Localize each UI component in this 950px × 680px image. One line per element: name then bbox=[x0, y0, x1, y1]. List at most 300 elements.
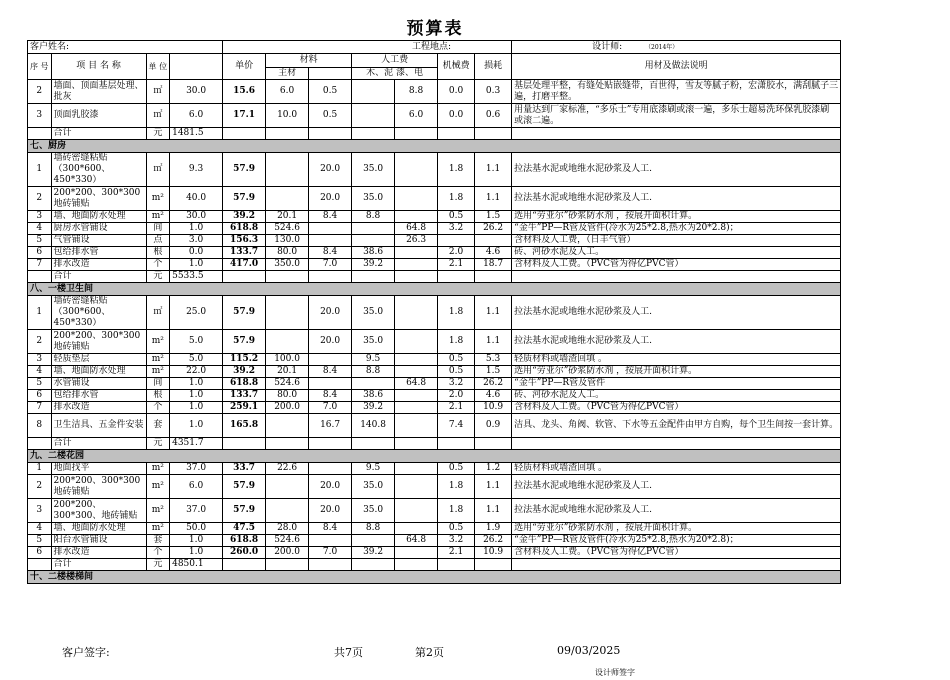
qty-cell: 1.0 bbox=[170, 547, 223, 559]
col-aux-material bbox=[309, 68, 352, 80]
labor-wood-cell: 35.0 bbox=[352, 296, 395, 330]
table-row bbox=[28, 414, 841, 438]
seq-cell: 1 bbox=[28, 463, 52, 475]
empty-cell bbox=[395, 438, 438, 450]
loss-cell: 1.9 bbox=[475, 523, 512, 535]
labor-paint-cell bbox=[395, 366, 438, 378]
labor-paint-cell: 26.3 bbox=[395, 235, 438, 247]
loss-cell: 10.9 bbox=[475, 402, 512, 414]
empty-cell bbox=[438, 271, 475, 283]
machine-cell: 0.5 bbox=[438, 354, 475, 366]
subtotal-value: 1481.5 bbox=[170, 128, 223, 140]
aux-material-cell: 8.4 bbox=[309, 211, 352, 223]
machine-cell: 1.8 bbox=[438, 296, 475, 330]
main-material-cell bbox=[266, 187, 309, 211]
loss-cell: 18.7 bbox=[475, 259, 512, 271]
labor-wood-cell: 8.8 bbox=[352, 523, 395, 535]
seq-cell: 8 bbox=[28, 414, 52, 438]
loss-cell: 26.2 bbox=[475, 378, 512, 390]
machine-cell: 2.0 bbox=[438, 390, 475, 402]
labor-wood-cell bbox=[352, 223, 395, 235]
loss-cell: 1.1 bbox=[475, 499, 512, 523]
qty-cell: 1.0 bbox=[170, 414, 223, 438]
designer-label: 设计师: bbox=[592, 41, 623, 52]
aux-material-cell: 20.0 bbox=[309, 187, 352, 211]
unit-cell: 个 bbox=[146, 402, 170, 414]
labor-paint-cell bbox=[395, 354, 438, 366]
qty-cell: 50.0 bbox=[170, 523, 223, 535]
note-cell: “金牛”PP—R管及管件(冷水为25*2.8,热水为20*2.8)； bbox=[512, 223, 841, 235]
seq-cell: 2 bbox=[28, 330, 52, 354]
aux-material-cell: 16.7 bbox=[309, 414, 352, 438]
seq-cell: 4 bbox=[28, 366, 52, 378]
unit-cell: m² bbox=[146, 366, 170, 378]
qty-cell: 1.0 bbox=[170, 535, 223, 547]
labor-paint-cell bbox=[395, 187, 438, 211]
note-cell: 拉法基水泥或地维水泥砂浆及人工. bbox=[512, 153, 841, 187]
print-date: 09/03/2025 bbox=[557, 644, 621, 657]
subtotal-label: 合计 bbox=[51, 559, 146, 571]
empty-cell bbox=[266, 438, 309, 450]
note-cell: 含材料及人工费。（PVC管为得亿PVC管） bbox=[512, 402, 841, 414]
table-row bbox=[28, 153, 841, 187]
unit-cell: m² bbox=[146, 187, 170, 211]
seq-cell: 3 bbox=[28, 499, 52, 523]
labor-paint-cell bbox=[395, 296, 438, 330]
labor-wood-cell: 38.6 bbox=[352, 390, 395, 402]
subtotal-row bbox=[28, 128, 841, 140]
labor-wood-cell bbox=[352, 535, 395, 547]
labor-wood-cell: 8.8 bbox=[352, 211, 395, 223]
table-row bbox=[28, 211, 841, 223]
year-label: （2014年） bbox=[645, 43, 679, 51]
labor-wood-cell: 35.0 bbox=[352, 187, 395, 211]
qty-cell: 30.0 bbox=[170, 211, 223, 223]
machine-cell: 1.8 bbox=[438, 187, 475, 211]
machine-cell: 0.0 bbox=[438, 80, 475, 104]
main-material-cell bbox=[266, 153, 309, 187]
machine-cell: 0.5 bbox=[438, 523, 475, 535]
item-name: 200*200、300*300地砖铺贴 bbox=[51, 187, 146, 211]
unit-cell: m² bbox=[146, 463, 170, 475]
unit-cell: ㎡ bbox=[146, 153, 170, 187]
unit-cell: 套 bbox=[146, 535, 170, 547]
loss-cell: 1.5 bbox=[475, 366, 512, 378]
qty-cell: 5.0 bbox=[170, 330, 223, 354]
main-material-cell bbox=[266, 475, 309, 499]
seq-cell: 7 bbox=[28, 259, 52, 271]
empty-cell bbox=[352, 559, 395, 571]
empty-cell bbox=[438, 559, 475, 571]
seq-cell bbox=[28, 271, 52, 283]
loss-cell: 1.1 bbox=[475, 330, 512, 354]
seq-cell bbox=[28, 128, 52, 140]
empty-cell bbox=[309, 128, 352, 140]
aux-material-cell: 20.0 bbox=[309, 499, 352, 523]
table-row bbox=[28, 499, 841, 523]
empty-cell bbox=[512, 128, 841, 140]
price-cell: 47.5 bbox=[223, 523, 266, 535]
aux-material-cell: 7.0 bbox=[309, 402, 352, 414]
seq-cell: 7 bbox=[28, 402, 52, 414]
labor-wood-cell bbox=[352, 80, 395, 104]
price-cell: 618.8 bbox=[223, 223, 266, 235]
unit-cell: 根 bbox=[146, 247, 170, 259]
empty-cell bbox=[266, 559, 309, 571]
table-row bbox=[28, 247, 841, 259]
table-row bbox=[28, 402, 841, 414]
main-material-cell: 524.6 bbox=[266, 378, 309, 390]
main-material-cell: 100.0 bbox=[266, 354, 309, 366]
note-cell: 拉法基水泥或地维水泥砂浆及人工. bbox=[512, 499, 841, 523]
qty-cell: 22.0 bbox=[170, 366, 223, 378]
empty-cell bbox=[309, 438, 352, 450]
machine-cell: 1.8 bbox=[438, 499, 475, 523]
subtotal-row bbox=[28, 438, 841, 450]
seq-cell: 6 bbox=[28, 547, 52, 559]
item-name: 水管铺设 bbox=[51, 378, 146, 390]
table-row bbox=[28, 354, 841, 366]
loss-cell bbox=[475, 235, 512, 247]
customer-signature-label: 客户签字: bbox=[62, 646, 110, 659]
machine-cell: 2.1 bbox=[438, 259, 475, 271]
labor-wood-cell: 35.0 bbox=[352, 330, 395, 354]
note-cell: 拉法基水泥或地维水泥砂浆及人工. bbox=[512, 475, 841, 499]
table-row bbox=[28, 296, 841, 330]
empty-cell bbox=[395, 128, 438, 140]
table-row bbox=[28, 535, 841, 547]
item-name: 包给排水管 bbox=[51, 390, 146, 402]
aux-material-cell: 7.0 bbox=[309, 259, 352, 271]
item-name: 气管铺设 bbox=[51, 235, 146, 247]
unit-cell: ㎡ bbox=[146, 296, 170, 330]
item-name: 200*200、300*300地砖铺贴 bbox=[51, 330, 146, 354]
main-material-cell: 80.0 bbox=[266, 390, 309, 402]
labor-wood-cell: 8.8 bbox=[352, 366, 395, 378]
seq-cell: 1 bbox=[28, 296, 52, 330]
seq-cell: 1 bbox=[28, 153, 52, 187]
section-title: 七、厨房 bbox=[28, 140, 841, 153]
col-note: 用材及做法说明 bbox=[512, 54, 841, 80]
labor-paint-cell bbox=[395, 475, 438, 499]
main-material-cell: 28.0 bbox=[266, 523, 309, 535]
budget-table bbox=[27, 40, 841, 584]
section-title: 十、二楼楼梯间 bbox=[28, 571, 841, 584]
qty-cell: 37.0 bbox=[170, 499, 223, 523]
unit-cell: 个 bbox=[146, 259, 170, 271]
note-cell: 轻质材料或墙渣回填 。 bbox=[512, 354, 841, 366]
labor-wood-cell: 9.5 bbox=[352, 354, 395, 366]
empty-cell bbox=[438, 438, 475, 450]
col-item: 项 目 名 称 bbox=[51, 54, 146, 80]
main-material-cell: 6.0 bbox=[266, 80, 309, 104]
item-name: 墙面、顶面基层处理、批灰 bbox=[51, 80, 146, 104]
empty-cell bbox=[512, 559, 841, 571]
seq-cell: 5 bbox=[28, 378, 52, 390]
main-material-cell: 130.0 bbox=[266, 235, 309, 247]
empty-cell bbox=[475, 271, 512, 283]
unit-cell: 元 bbox=[146, 128, 170, 140]
labor-paint-cell: 8.8 bbox=[395, 80, 438, 104]
main-material-cell: 524.6 bbox=[266, 535, 309, 547]
main-material-cell bbox=[266, 414, 309, 438]
machine-cell: 2.0 bbox=[438, 247, 475, 259]
seq-cell: 5 bbox=[28, 235, 52, 247]
empty-cell bbox=[395, 271, 438, 283]
qty-cell: 1.0 bbox=[170, 390, 223, 402]
price-cell: 57.9 bbox=[223, 475, 266, 499]
note-cell: 拉法基水泥或地维水泥砂浆及人工. bbox=[512, 296, 841, 330]
seq-cell: 2 bbox=[28, 187, 52, 211]
item-name: 卫生洁具、五金件安装 bbox=[51, 414, 146, 438]
machine-cell: 2.1 bbox=[438, 402, 475, 414]
item-name: 顶面乳胶漆 bbox=[51, 104, 146, 128]
price-cell: 17.1 bbox=[223, 104, 266, 128]
main-material-cell: 350.0 bbox=[266, 259, 309, 271]
empty-cell bbox=[395, 559, 438, 571]
qty-cell: 37.0 bbox=[170, 463, 223, 475]
note-cell: “金牛”PP—R管及管件 bbox=[512, 378, 841, 390]
subtotal-label: 合计 bbox=[51, 438, 146, 450]
table-row bbox=[28, 223, 841, 235]
machine-cell bbox=[438, 235, 475, 247]
loss-cell: 1.2 bbox=[475, 463, 512, 475]
note-cell: 洁具、龙头、角阀、软管、下水等五金配件由甲方自购，每个卫生间按一套计算。 bbox=[512, 414, 841, 438]
labor-wood-cell: 9.5 bbox=[352, 463, 395, 475]
aux-material-cell: 8.4 bbox=[309, 390, 352, 402]
empty-cell bbox=[475, 438, 512, 450]
labor-wood-cell: 39.2 bbox=[352, 402, 395, 414]
item-name: 轻质垫层 bbox=[51, 354, 146, 366]
item-name: 阳台水管铺设 bbox=[51, 535, 146, 547]
col-labor: 人工费 bbox=[352, 54, 438, 68]
seq-cell: 4 bbox=[28, 523, 52, 535]
unit-cell: 根 bbox=[146, 390, 170, 402]
empty-cell bbox=[223, 559, 266, 571]
unit-cell: 元 bbox=[146, 438, 170, 450]
empty-cell bbox=[223, 271, 266, 283]
section-title: 八、一楼卫生间 bbox=[28, 283, 841, 296]
section-row bbox=[28, 140, 841, 153]
qty-cell: 1.0 bbox=[170, 259, 223, 271]
table-row bbox=[28, 80, 841, 104]
note-cell: 含材料及人工费。（PVC管为得亿PVC管） bbox=[512, 259, 841, 271]
subtotal-row bbox=[28, 271, 841, 283]
item-name: 地面找平 bbox=[51, 463, 146, 475]
price-cell: 417.0 bbox=[223, 259, 266, 271]
aux-material-cell bbox=[309, 535, 352, 547]
unit-cell: 套 bbox=[146, 414, 170, 438]
note-cell: 选用“劳亚尔”砂浆防水剂 ，按展开面积计算。 bbox=[512, 211, 841, 223]
labor-wood-cell: 38.6 bbox=[352, 247, 395, 259]
price-cell: 57.9 bbox=[223, 330, 266, 354]
loss-cell: 10.9 bbox=[475, 547, 512, 559]
aux-material-cell bbox=[309, 223, 352, 235]
labor-wood-cell: 39.2 bbox=[352, 547, 395, 559]
machine-cell: 0.5 bbox=[438, 211, 475, 223]
item-name: 厨房水管铺设 bbox=[51, 223, 146, 235]
price-cell: 33.7 bbox=[223, 463, 266, 475]
empty-cell bbox=[352, 271, 395, 283]
price-cell: 260.0 bbox=[223, 547, 266, 559]
note-cell: 轻质材料或墙渣回填 。 bbox=[512, 463, 841, 475]
col-main-material: 主材 bbox=[266, 68, 309, 80]
machine-cell: 1.8 bbox=[438, 475, 475, 499]
table-row bbox=[28, 475, 841, 499]
empty-cell bbox=[475, 128, 512, 140]
col-labor-sub: 木、泥 漆、电 bbox=[352, 68, 438, 80]
qty-cell: 6.0 bbox=[170, 104, 223, 128]
main-material-cell: 200.0 bbox=[266, 547, 309, 559]
unit-cell: ㎡ bbox=[146, 80, 170, 104]
qty-cell: 0.0 bbox=[170, 247, 223, 259]
aux-material-cell: 20.0 bbox=[309, 153, 352, 187]
aux-material-cell: 20.0 bbox=[309, 330, 352, 354]
main-material-cell: 20.1 bbox=[266, 366, 309, 378]
machine-cell: 1.8 bbox=[438, 330, 475, 354]
item-name: 200*200、300*300、地砖铺贴 bbox=[51, 499, 146, 523]
subtotal-label: 合计 bbox=[51, 128, 146, 140]
qty-cell: 1.0 bbox=[170, 378, 223, 390]
unit-cell: m² bbox=[146, 499, 170, 523]
aux-material-cell bbox=[309, 463, 352, 475]
unit-cell: m² bbox=[146, 354, 170, 366]
note-cell: 选用“劳亚尔”砂浆防水剂 ，按展开面积计算。 bbox=[512, 366, 841, 378]
main-material-cell: 22.6 bbox=[266, 463, 309, 475]
aux-material-cell: 0.5 bbox=[309, 80, 352, 104]
labor-paint-cell bbox=[395, 523, 438, 535]
labor-paint-cell bbox=[395, 330, 438, 354]
empty-cell bbox=[352, 128, 395, 140]
col-machine: 机械费 bbox=[438, 54, 475, 80]
table-row bbox=[28, 104, 841, 128]
aux-material-cell: 20.0 bbox=[309, 296, 352, 330]
loss-cell: 1.1 bbox=[475, 153, 512, 187]
item-name: 墙、地面防水处理 bbox=[51, 366, 146, 378]
site-label: 工程地点: bbox=[223, 41, 512, 54]
price-cell: 57.9 bbox=[223, 153, 266, 187]
main-material-cell: 80.0 bbox=[266, 247, 309, 259]
empty-cell bbox=[352, 438, 395, 450]
note-cell: 拉法基水泥或地维水泥砂浆及人工. bbox=[512, 330, 841, 354]
item-name: 排水改造 bbox=[51, 402, 146, 414]
seq-cell: 2 bbox=[28, 80, 52, 104]
empty-cell bbox=[266, 128, 309, 140]
main-material-cell: 10.0 bbox=[266, 104, 309, 128]
labor-paint-cell bbox=[395, 547, 438, 559]
empty-cell bbox=[223, 128, 266, 140]
designer-cell bbox=[512, 41, 841, 54]
item-name: 200*200、300*300地砖铺贴 bbox=[51, 475, 146, 499]
seq-cell: 3 bbox=[28, 211, 52, 223]
page-number: 第2页 bbox=[415, 646, 444, 659]
note-cell: 含材料及人工费。（PVC管为得亿PVC管） bbox=[512, 547, 841, 559]
seq-cell: 4 bbox=[28, 223, 52, 235]
main-material-cell: 524.6 bbox=[266, 223, 309, 235]
col-qty bbox=[170, 54, 223, 80]
unit-cell: m² bbox=[146, 475, 170, 499]
price-cell: 618.8 bbox=[223, 535, 266, 547]
labor-wood-cell: 35.0 bbox=[352, 153, 395, 187]
machine-cell: 1.8 bbox=[438, 153, 475, 187]
table-row bbox=[28, 390, 841, 402]
loss-cell: 1.5 bbox=[475, 211, 512, 223]
empty-cell bbox=[266, 271, 309, 283]
loss-cell: 26.2 bbox=[475, 223, 512, 235]
loss-cell: 0.9 bbox=[475, 414, 512, 438]
table-row bbox=[28, 523, 841, 535]
labor-paint-cell bbox=[395, 211, 438, 223]
price-cell: 259.1 bbox=[223, 402, 266, 414]
labor-paint-cell: 64.8 bbox=[395, 378, 438, 390]
qty-cell: 1.0 bbox=[170, 402, 223, 414]
machine-cell: 3.2 bbox=[438, 378, 475, 390]
page-title: 预算表 bbox=[406, 19, 464, 39]
unit-cell: m² bbox=[146, 211, 170, 223]
labor-wood-cell bbox=[352, 235, 395, 247]
qty-cell: 40.0 bbox=[170, 187, 223, 211]
labor-paint-cell: 64.8 bbox=[395, 535, 438, 547]
labor-paint-cell bbox=[395, 402, 438, 414]
unit-cell: 点 bbox=[146, 235, 170, 247]
seq-cell: 6 bbox=[28, 390, 52, 402]
labor-wood-cell bbox=[352, 378, 395, 390]
aux-material-cell: 20.0 bbox=[309, 475, 352, 499]
item-name: 排水改造 bbox=[51, 547, 146, 559]
main-material-cell bbox=[266, 499, 309, 523]
qty-cell: 30.0 bbox=[170, 80, 223, 104]
price-cell: 57.9 bbox=[223, 187, 266, 211]
labor-wood-cell: 35.0 bbox=[352, 475, 395, 499]
empty-cell bbox=[475, 559, 512, 571]
price-cell: 165.8 bbox=[223, 414, 266, 438]
item-name: 排水改造 bbox=[51, 259, 146, 271]
loss-cell: 1.1 bbox=[475, 187, 512, 211]
table-row bbox=[28, 366, 841, 378]
machine-cell: 0.5 bbox=[438, 463, 475, 475]
empty-cell bbox=[309, 559, 352, 571]
unit-cell: m² bbox=[146, 330, 170, 354]
note-cell: 用量达到厂家标准，“多乐士”专用底漆刷或滚一遍，多乐士超易洗环保乳胶漆刷或滚二遍。 bbox=[512, 104, 841, 128]
qty-cell: 9.3 bbox=[170, 153, 223, 187]
col-material: 材料 bbox=[266, 54, 352, 68]
labor-paint-cell bbox=[395, 414, 438, 438]
note-cell: 砖、河砂水泥及人工。 bbox=[512, 390, 841, 402]
table-row bbox=[28, 378, 841, 390]
loss-cell: 26.2 bbox=[475, 535, 512, 547]
item-name: 墙、地面防水处理 bbox=[51, 211, 146, 223]
loss-cell: 0.6 bbox=[475, 104, 512, 128]
labor-paint-cell bbox=[395, 247, 438, 259]
price-cell: 57.9 bbox=[223, 296, 266, 330]
subtotal-value: 5533.5 bbox=[170, 271, 223, 283]
labor-paint-cell bbox=[395, 259, 438, 271]
aux-material-cell: 8.4 bbox=[309, 247, 352, 259]
unit-cell: 元 bbox=[146, 559, 170, 571]
loss-cell: 0.3 bbox=[475, 80, 512, 104]
unit-cell: m² bbox=[146, 523, 170, 535]
subtotal-value: 4351.7 bbox=[170, 438, 223, 450]
machine-cell: 3.2 bbox=[438, 223, 475, 235]
seq-cell: 2 bbox=[28, 475, 52, 499]
note-cell: “金牛”PP—R管及管件(冷水为25*2.8,热水为20*2.8)； bbox=[512, 535, 841, 547]
machine-cell: 0.5 bbox=[438, 366, 475, 378]
empty-cell bbox=[512, 438, 841, 450]
qty-cell: 3.0 bbox=[170, 235, 223, 247]
unit-cell: 元 bbox=[146, 271, 170, 283]
table-row bbox=[28, 187, 841, 211]
subtotal-row bbox=[28, 559, 841, 571]
